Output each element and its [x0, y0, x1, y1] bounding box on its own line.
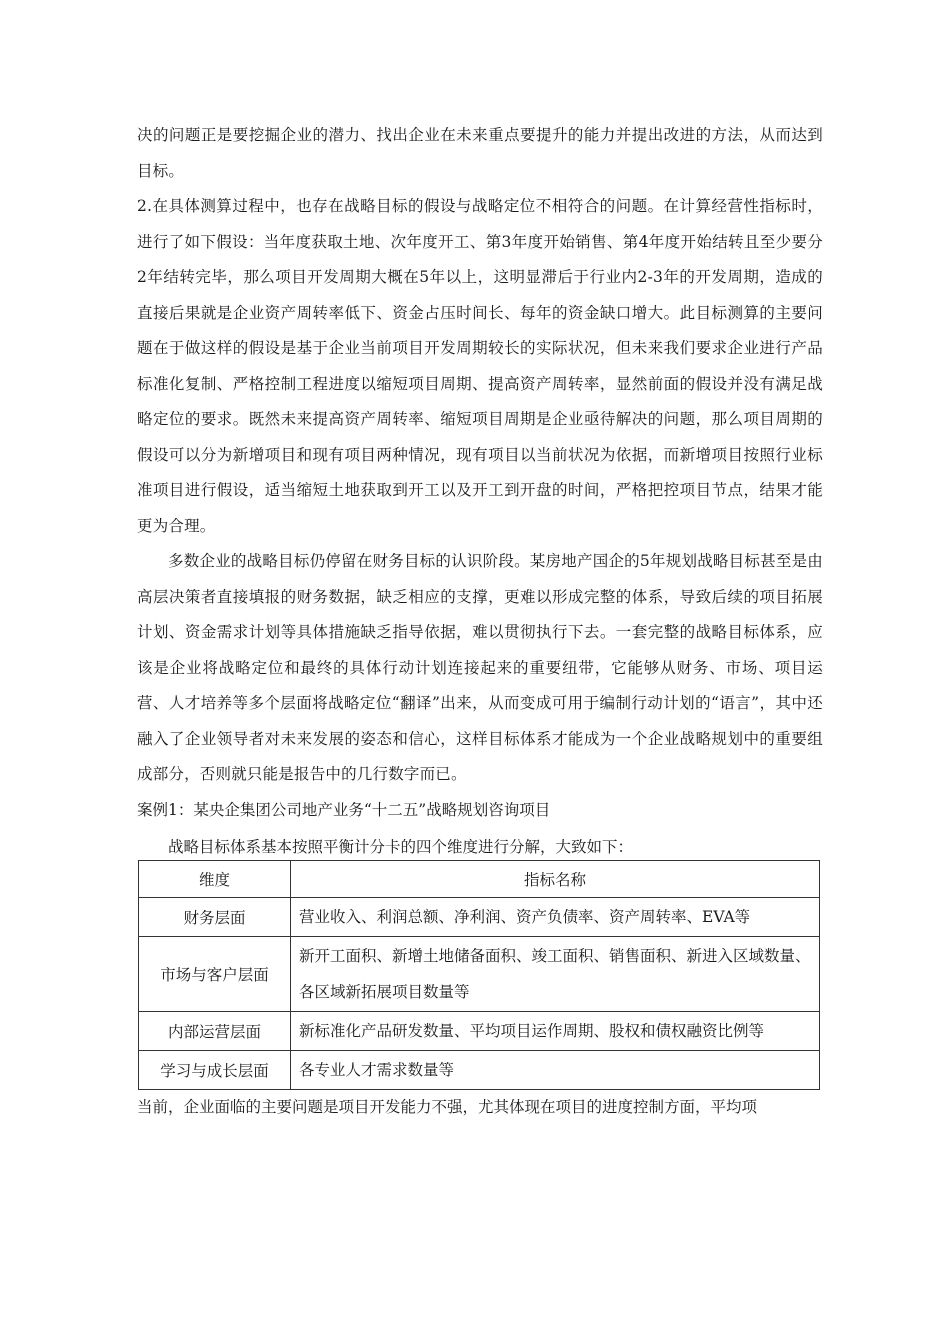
document-page [137, 118, 823, 1124]
row-dimension: 内部运营层面 [139, 1012, 291, 1051]
row-dimension: 市场与客户层面 [139, 937, 291, 1012]
row-indicators: 新标准化产品研发数量、平均项目运作周期、股权和债权融资比例等 [291, 1012, 820, 1051]
row-indicators: 新开工面积、新增土地储备面积、竣工面积、销售面积、新进入区域数量、各区域新拓展项目数量等 [291, 937, 820, 1012]
row-indicators: 营业收入、利润总额、净利润、资产负债率、资产周转率、EVA等 [291, 898, 820, 937]
row-dimension: 学习与成长层面 [139, 1051, 291, 1090]
balanced-scorecard-table [138, 860, 820, 1090]
table-row [139, 1012, 820, 1051]
paragraph-strategy-goals: 多数企业的战略目标仍停留在财务目标的认识阶段。某房地产国企的5年规划战略目标甚至是由高层决策者直接填报的财务数据，缺乏相应的支撑，更难以形成完整的体系，导致后续的项目拓展计划、资金需求计划等具体措施缺乏指导依据，难以贯彻执行下去。一套完整的战略目标体系，应该是企业将战略定位和最终的具体行动计划连接起来的重要纽带，它能够从财务、市场、项目运营、人才培养等多个层面将战略定位“翻译”出来，从而变成可用于编制行动计划的“语言”，其中还融入了企业领导者对未来发展的姿态和信心，这样目标体系才能成为一个企业战略规划中的重要组成部分，否则就只能是报告中的几行数字而已。 [137, 552, 823, 783]
table-row [139, 898, 820, 937]
row-indicators: 各专业人才需求数量等 [291, 1051, 820, 1090]
paragraph-after-table: 当前，企业面临的主要问题是项目开发能力不强，尤其体现在项目的进度控制方面，平均项 [137, 1098, 758, 1116]
table-row [139, 1051, 820, 1090]
paragraph-continuation: 决的问题正是要挖掘企业的潜力、找出企业在未来重点要提升的能力并提出改进的方法，从而达到目标。 [137, 126, 823, 180]
paragraph-point-2: 2.在具体测算过程中，也存在战略目标的假设与战略定位不相符合的问题。在计算经营性指标时，进行了如下假设：当年度获取土地、次年度开工、第3年度开始销售、第4年度开始结转且至少要分2年结转完毕，那么项目开发周期大概在5年以上，这明显滞后于行业内2-3年的开发周期，造成的直接后果就是企业资产周转率低下、资金占压时间长、每年的资金缺口增大。此目标测算的主要问题在于做这样的假设是基于企业当前项目开发周期较长的实际状况，但未来我们要求企业进行产品标准化复制、严格控制工程进度以缩短项目周期、提高资产周转率，显然前面的假设并没有满足战略定位的要求。既然未来提高资产周转率、缩短项目周期是企业亟待解决的问题，那么项目周期的假设可以分为新增项目和现有项目两种情况，现有项目以当前状况为依据，而新增项目按照行业标准项目进行假设，适当缩短土地获取到开工以及开工到开盘的时间，严格把控项目节点，结果才能更为合理。 [137, 197, 823, 535]
row-dimension: 财务层面 [139, 898, 291, 937]
case-title: 案例1：某央企集团公司地产业务“十二五”战略规划咨询项目 [137, 800, 551, 819]
table-intro: 战略目标体系基本按照平衡计分卡的四个维度进行分解，大致如下： [168, 838, 634, 856]
header-dimension: 维度 [139, 861, 291, 898]
table-row [139, 937, 820, 1012]
table-header-row [139, 861, 820, 898]
header-indicators: 指标名称 [291, 861, 820, 898]
